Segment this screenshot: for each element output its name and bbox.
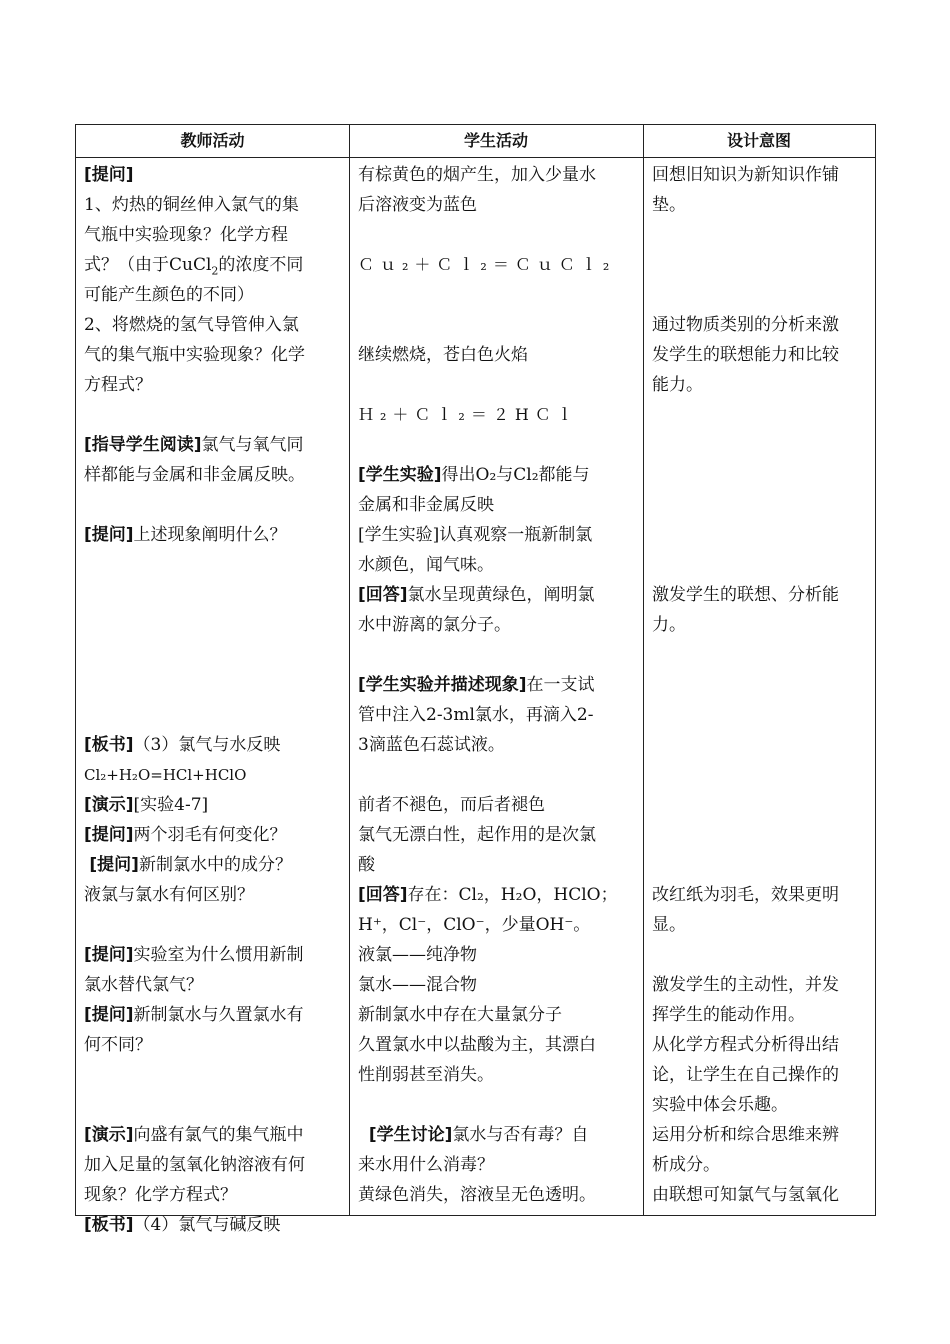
teacher-line: 现象？化学方程式？ xyxy=(84,1185,237,1205)
student-equation: Ｈ₂＋Ｃｌ₂＝２HＣｌ xyxy=(358,405,579,424)
intent-line: 运用分析和综合思维来辨 xyxy=(652,1125,839,1145)
student-line: [学生实验]认真观察一瓶新制氯 xyxy=(358,525,593,545)
teacher-line: 何不同？ xyxy=(84,1035,152,1055)
teacher-line: 式？（由于CuCl$_2$的浓度不同 xyxy=(84,255,304,278)
student-line: [学生讨论]氯水与否有毒？自 xyxy=(368,1125,589,1145)
student-line: 管中注入2-3ml氯水，再滴入2- xyxy=(358,705,594,725)
teacher-line: [演示]向盛有氯气的集气瓶中 xyxy=(84,1125,304,1145)
teacher-activity-column xyxy=(76,158,348,1235)
intent-line: 通过物质类别的分析来激 xyxy=(652,315,839,335)
student-activity-column xyxy=(350,158,642,1215)
student-line: 来水用什么消毒？ xyxy=(358,1155,494,1175)
student-line: 性削弱甚至消失。 xyxy=(358,1065,494,1085)
teacher-line: [板书]（3）氯气与水反映 xyxy=(84,735,281,755)
intent-line: 从化学方程式分析得出结 xyxy=(652,1035,839,1055)
teacher-line: [提问]两个羽毛有何变化？ xyxy=(84,825,287,845)
intent-line: 发学生的联想能力和比较 xyxy=(652,345,839,365)
teacher-line: 1、灼热的铜丝伸入氯气的集 xyxy=(84,195,299,215)
teacher-line: [提问]实验室为什么惯用新制 xyxy=(84,945,304,965)
student-line: 水中游离的氯分子。 xyxy=(358,615,511,635)
student-line: 氯气无漂白性，起作用的是次氯 xyxy=(358,825,596,845)
teacher-line: 气的集气瓶中实验现象？化学 xyxy=(84,345,305,365)
intent-line: 论，让学生在自己操作的 xyxy=(652,1065,839,1085)
intent-line: 激发学生的联想、分析能 xyxy=(652,585,839,605)
table-header-row xyxy=(76,125,875,158)
intent-line: 显。 xyxy=(652,915,686,935)
intent-line: 垫。 xyxy=(652,195,686,215)
intent-line: 实验中体会乐趣。 xyxy=(652,1095,788,1115)
student-line: 氯水——混合物 xyxy=(358,975,477,995)
teacher-line: [提问]新制氯水与久置氯水有 xyxy=(84,1005,304,1025)
student-line: 金属和非金属反映 xyxy=(358,495,494,515)
student-line: 酸 xyxy=(358,855,375,875)
teacher-line: 可能产生颜色的不同） xyxy=(84,285,254,305)
student-line: 久置氯水中以盐酸为主，其漂白 xyxy=(358,1035,596,1055)
teacher-line: 样都能与金属和非金属反映。 xyxy=(84,465,305,485)
student-line: 继续燃烧，苍白色火焰 xyxy=(358,345,528,365)
intent-line: 回想旧知识为新知识作铺 xyxy=(652,165,839,185)
student-line: [学生实验]得出O₂与Cl₂都能与 xyxy=(358,465,590,485)
student-line: [回答]存在：Cl₂，H₂O，HClO； xyxy=(358,885,618,905)
student-line: 后溶液变为蓝色 xyxy=(358,195,477,215)
teacher-line: [提问]上述现象阐明什么？ xyxy=(84,525,287,545)
intent-line: 挥学生的能动作用。 xyxy=(652,1005,805,1025)
teacher-line: 加入足量的氢氧化钠溶液有何 xyxy=(84,1155,305,1175)
teacher-line: 2、将燃烧的氢气导管伸入氯 xyxy=(84,315,299,335)
teacher-line: 氯水替代氯气？ xyxy=(84,975,203,995)
teacher-line: [板书]（4）氯气与碱反映 xyxy=(84,1215,281,1235)
teacher-line: 液氯与氯水有何区别？ xyxy=(84,885,254,905)
student-line: [回答]氯水呈现黄绿色，阐明氯 xyxy=(358,585,595,605)
student-line: 黄绿色消失，溶液呈无色透明。 xyxy=(358,1185,596,1205)
intent-line: 能力。 xyxy=(652,375,703,395)
intent-line: 改红纸为羽毛，效果更明 xyxy=(652,885,839,905)
teacher-line: [指导学生阅读]氯气与氧气同 xyxy=(84,435,304,455)
teacher-formula: Cl₂+H₂O=HCl+HClO xyxy=(84,766,247,784)
intent-line: 析成分。 xyxy=(652,1155,720,1175)
student-line: H⁺，Cl⁻，ClO⁻，少量OH⁻。 xyxy=(358,915,591,935)
teacher-tag: [提问] xyxy=(84,165,134,185)
design-intent-column xyxy=(644,158,875,1215)
student-line: 3滴蓝色石蕊试液。 xyxy=(358,735,505,755)
student-line: [学生实验并描述现象]在一支试 xyxy=(358,675,595,695)
header-teacher-activity: 教师活动 xyxy=(180,131,245,150)
student-line: 前者不褪色，而后者褪色 xyxy=(358,795,545,815)
teacher-line: 方程式？ xyxy=(84,375,152,395)
intent-line: 激发学生的主动性，并发 xyxy=(652,975,839,995)
student-line: 水颜色，闻气味。 xyxy=(358,555,494,575)
intent-line: 力。 xyxy=(652,615,686,635)
student-line: 液氯——纯净物 xyxy=(358,945,477,965)
header-student-activity: 学生活动 xyxy=(463,131,528,150)
header-design-intent: 设计意图 xyxy=(726,131,791,150)
teacher-line: [提问]新制氯水中的成分？ xyxy=(89,855,292,875)
teacher-line: 气瓶中实验现象？化学方程 xyxy=(84,225,288,245)
student-equation: Ｃｕ₂＋Ｃｌ₂＝ＣｕＣｌ₂ xyxy=(358,255,616,274)
intent-line: 由联想可知氯气与氢氧化 xyxy=(652,1185,839,1205)
lesson-table xyxy=(75,124,876,1235)
student-line: 有棕黄色的烟产生，加入少量水 xyxy=(358,165,596,185)
teacher-line: [演示][实验4-7] xyxy=(84,795,209,815)
student-line: 新制氯水中存在大量氯分子 xyxy=(358,1005,562,1025)
